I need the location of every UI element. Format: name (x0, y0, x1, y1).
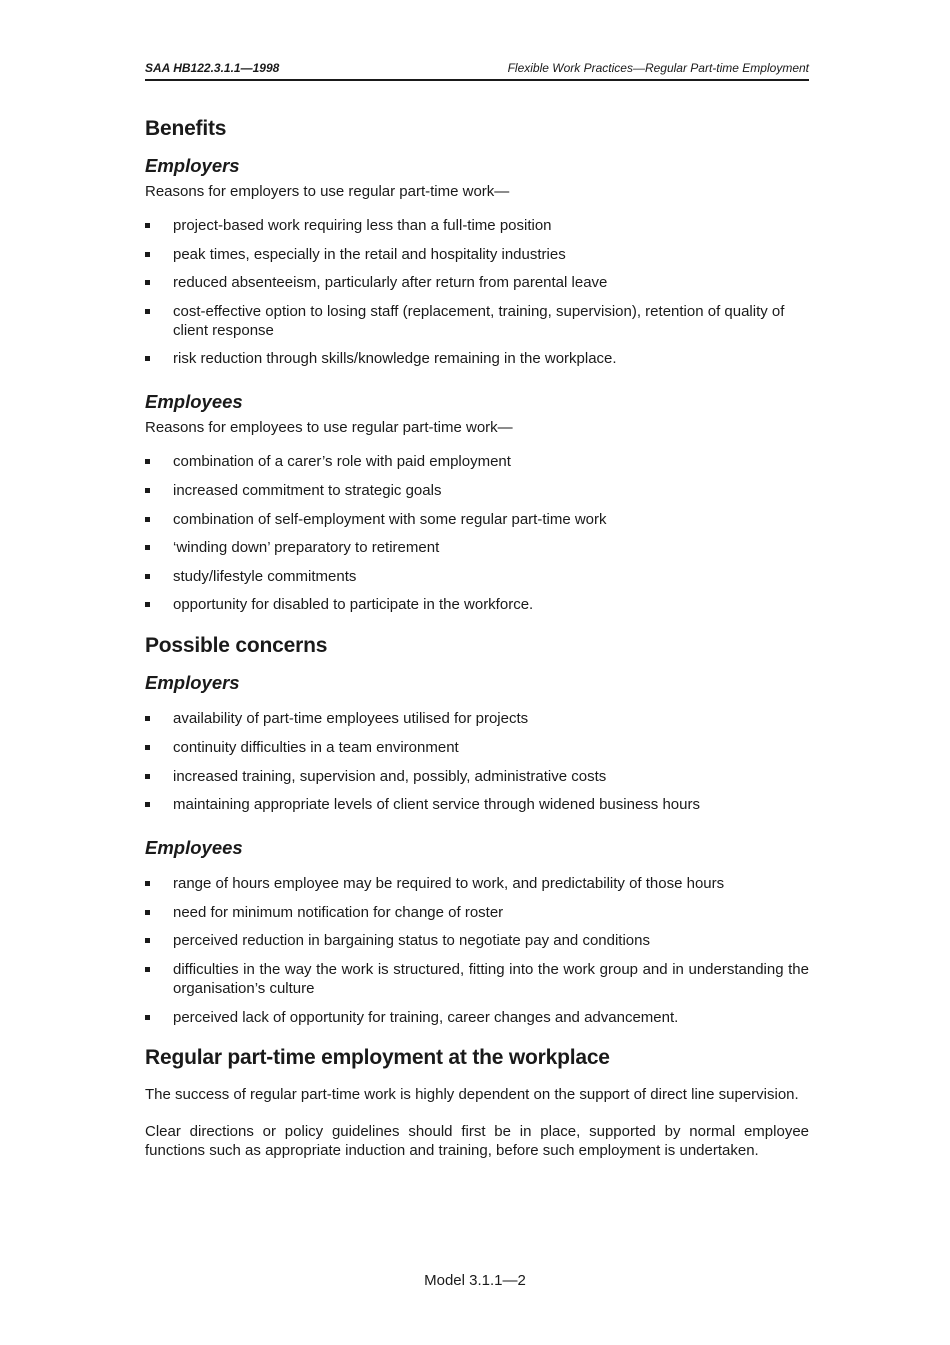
list-item: study/lifestyle commitments (145, 567, 809, 586)
bullet-square-icon (145, 280, 150, 285)
list-item: opportunity for disabled to participate in the workforce. (145, 595, 809, 614)
benefits-employees-list (145, 452, 809, 614)
list-item: risk reduction through skills/knowledge remaining in the workplace. (145, 349, 809, 368)
list-item: perceived reduction in bargaining status to negotiate pay and conditions (145, 931, 809, 950)
list-item: peak times, especially in the retail and hospitality industries (145, 245, 809, 264)
bullet-square-icon (145, 459, 150, 464)
bullet-square-icon (145, 938, 150, 943)
list-item: range of hours employee may be required to work, and predictability of those hours (145, 874, 809, 893)
list-item: combination of self-employment with some regular part-time work (145, 510, 809, 529)
bullet-square-icon (145, 252, 150, 257)
bullet-square-icon (145, 1015, 150, 1020)
bullet-square-icon (145, 716, 150, 721)
page-number: Model 3.1.1—2 (424, 1272, 526, 1289)
list-item: increased training, supervision and, possibly, administrative costs (145, 767, 809, 786)
bullet-square-icon (145, 517, 150, 522)
workplace-heading: Regular part-time employment at the workplace (145, 1045, 610, 1069)
concerns-employees-heading: Employees (145, 837, 243, 859)
bullet-square-icon (145, 545, 150, 550)
benefits-heading: Benefits (145, 117, 227, 140)
list-item: combination of a carer’s role with paid employment (145, 452, 809, 471)
bullet-square-icon (145, 309, 150, 314)
benefits-employers-heading: Employers (145, 155, 240, 176)
bullet-square-icon (145, 223, 150, 228)
list-item: project-based work requiring less than a full-time position (145, 216, 809, 235)
benefits-employers-list (145, 216, 809, 368)
benefits-employees-intro: Reasons for employees to use regular part-time work— (145, 419, 513, 437)
document-code: SAA HB122.3.1.1—1998 (145, 61, 280, 75)
bullet-square-icon (145, 574, 150, 579)
bullet-square-icon (145, 881, 150, 886)
list-item: continuity difficulties in a team environment (145, 738, 809, 757)
bullet-square-icon (145, 745, 150, 750)
concerns-employees-list (145, 874, 809, 1026)
concerns-heading: Possible concerns (145, 634, 328, 658)
list-item: ‘winding down’ preparatory to retirement (145, 538, 809, 557)
benefits-employees-heading: Employees (145, 391, 243, 413)
concerns-employers-heading: Employers (145, 672, 240, 694)
workplace-paragraph: Clear directions or policy guidelines should first be in place, supported by normal employee functions such as appropriate induction and training, before such employment is undertaken. (145, 1122, 809, 1159)
benefits-employers-intro: Reasons for employers to use regular part-time work— (145, 183, 510, 200)
bullet-square-icon (145, 356, 150, 361)
list-item: difficulties in the way the work is structured, fitting into the work group and in understanding the organisation’s culture (145, 960, 809, 998)
list-item: availability of part-time employees utilised for projects (145, 709, 809, 728)
bullet-square-icon (145, 602, 150, 607)
bullet-square-icon (145, 910, 150, 915)
concerns-employers-list (145, 709, 809, 814)
list-item: maintaining appropriate levels of client service through widened business hours (145, 795, 809, 814)
bullet-square-icon (145, 774, 150, 779)
list-item: need for minimum notification for change of roster (145, 903, 809, 922)
list-item: cost-effective option to losing staff (replacement, training, supervision), retention of quality of client response (145, 302, 809, 340)
document-title: Flexible Work Practices—Regular Part-time Employment (507, 61, 809, 75)
list-item: increased commitment to strategic goals (145, 481, 809, 500)
list-item: perceived lack of opportunity for training, career changes and advancement. (145, 1008, 809, 1027)
bullet-square-icon (145, 488, 150, 493)
running-header (145, 61, 809, 81)
workplace-paragraph: The success of regular part-time work is highly dependent on the support of direct line supervision. (145, 1085, 799, 1103)
page-content (145, 114, 809, 1160)
bullet-square-icon (145, 802, 150, 807)
list-item: reduced absenteeism, particularly after return from parental leave (145, 273, 809, 292)
bullet-square-icon (145, 967, 150, 972)
